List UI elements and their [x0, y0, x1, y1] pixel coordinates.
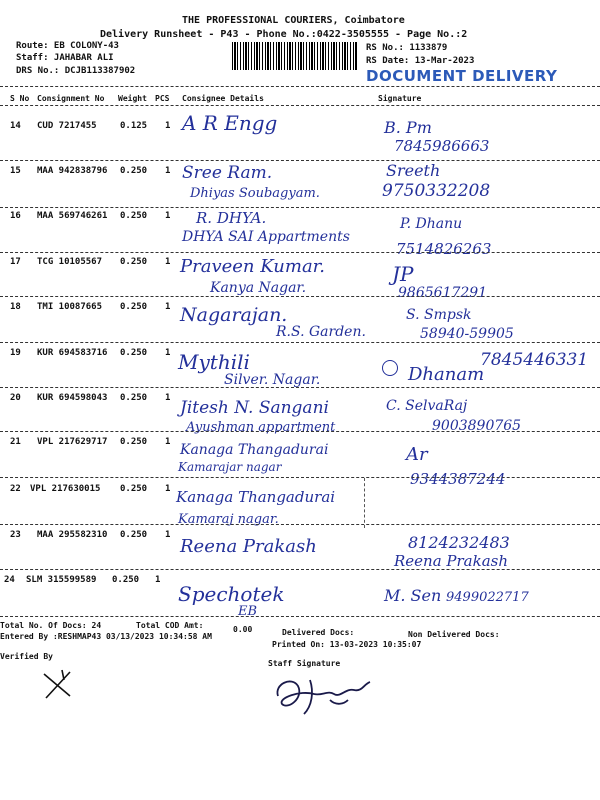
row-signature: S. Smpsk — [406, 307, 472, 323]
row-weight: 0.250 — [120, 348, 148, 358]
divider — [0, 431, 600, 432]
row-sno: 24 — [4, 575, 15, 585]
row-phone: 7514826263 — [396, 240, 492, 258]
row-consignee-name: Praveen Kumar. — [180, 256, 326, 277]
row-weight: 0.250 — [120, 257, 148, 267]
staff-label: Staff: JAHABAR ALI — [16, 53, 114, 63]
row-pcs: 1 — [165, 530, 171, 540]
row-signature: Dhanam — [408, 364, 485, 385]
row-consignment: KUR 694598043 — [37, 393, 108, 403]
row-consignee-address: DHYA SAI Appartments — [182, 229, 350, 245]
row-consignee-address: R.S. Garden. — [276, 324, 366, 340]
row-phone: 9344387244 — [410, 470, 506, 488]
company-name: THE PROFESSIONAL COURIERS, Coimbatore — [182, 15, 405, 26]
row-sno: 14 — [10, 121, 21, 131]
row-sno: 22 — [10, 484, 21, 494]
row-weight: 0.250 — [112, 575, 140, 585]
row-signature: P. Dhanu — [400, 216, 463, 232]
divider — [0, 160, 600, 161]
row-sno: 17 — [10, 257, 21, 267]
col-consignment: Consignment No — [37, 94, 105, 103]
row-signature: Ar — [406, 444, 428, 465]
verifier-signature-icon — [40, 668, 76, 700]
row-pcs: 1 — [165, 348, 171, 358]
staff-signature-label: Staff Signature — [268, 659, 341, 668]
row-pcs: 1 — [165, 437, 171, 447]
divider — [0, 524, 600, 525]
row-signature: M. Sen — [384, 586, 442, 605]
entered-by: Entered By :RESHMAP43 03/13/2023 10:34:58 AM — [0, 632, 212, 641]
route-label: Route: EB COLONY-43 — [16, 41, 119, 51]
row-consignee-name: Nagarajan. — [180, 304, 288, 326]
row-consignee-address: Ayushman appartment — [186, 420, 336, 435]
row-pcs: 1 — [165, 302, 171, 312]
row-consignee-name: R. DHYA. — [196, 209, 267, 227]
row-consignee-name: Mythili — [178, 350, 250, 374]
col-weight: Weight — [118, 94, 147, 103]
row-consignment: VPL 217629717 — [37, 437, 108, 447]
row-phone: 9865617291 — [398, 285, 488, 301]
rs-date: RS Date: 13-Mar-2023 — [366, 56, 475, 66]
row-consignment: MAA 569746261 — [37, 211, 108, 221]
non-delivered-docs: Non Delivered Docs: — [408, 630, 500, 639]
circle-mark-icon — [382, 360, 398, 376]
row-weight: 0.250 — [120, 393, 148, 403]
row-consignment: SLM 315599589 — [26, 575, 97, 585]
row-consignment: MAA 942838796 — [37, 166, 108, 176]
row-weight: 0.250 — [120, 302, 148, 312]
divider — [0, 569, 600, 570]
row-sno: 21 — [10, 437, 21, 447]
row-signature: B. Pm — [384, 118, 432, 137]
row-pcs: 1 — [165, 211, 171, 221]
divider — [0, 477, 600, 478]
row-pcs: 1 — [165, 393, 171, 403]
row-consignee-address: Kamaraj nagar. — [178, 512, 279, 527]
row-weight: 0.250 — [120, 211, 148, 221]
col-sno: S No — [10, 94, 30, 103]
divider — [0, 252, 600, 253]
row-signature: Reena Prakash — [394, 552, 509, 570]
drs-number: DRS No.: DCJB113387902 — [16, 66, 136, 76]
row-sno: 16 — [10, 211, 21, 221]
row-consignment: TMI 10087665 — [37, 302, 103, 312]
rs-number: RS No.: 1133879 — [366, 43, 448, 53]
row-weight: 0.250 — [120, 437, 148, 447]
row-consignment: KUR 694583716 — [37, 348, 108, 358]
divider — [0, 296, 600, 297]
row-consignee-name: Kanaga Thangadurai — [176, 488, 336, 506]
row-weight: 0.125 — [120, 121, 148, 131]
col-details: Consignee Details — [182, 94, 264, 103]
divider — [0, 387, 600, 388]
barcode — [232, 42, 358, 70]
divider — [0, 616, 600, 617]
divider — [0, 342, 600, 343]
verified-by: Verified By — [0, 652, 53, 661]
cell-divider — [364, 478, 366, 528]
total-cod-amount: 0.00 — [233, 625, 253, 634]
row-phone: 7845986663 — [394, 137, 490, 155]
delivered-docs: Delivered Docs: — [282, 628, 355, 637]
row-consignee-address: EB — [238, 604, 258, 619]
row-phone: 7845446331 — [480, 350, 589, 370]
row-phone: 58940-59905 — [420, 326, 514, 342]
row-consignee-name: Jitesh N. Sangani — [180, 398, 329, 418]
row-weight: 0.250 — [120, 530, 148, 540]
col-signature: Signature — [378, 94, 422, 103]
printed-on: Printed On: 13-03-2023 10:35:07 — [272, 640, 422, 649]
divider — [0, 105, 600, 106]
row-consignment: TCG 10105567 — [37, 257, 103, 267]
row-pcs: 1 — [165, 257, 171, 267]
row-phone: 9499022717 — [446, 590, 529, 605]
row-consignee-address: Silver. Nagar. — [224, 372, 321, 388]
row-pcs: 1 — [155, 575, 161, 585]
row-consignee-name: Reena Prakash — [180, 536, 317, 557]
row-phone: 8124232483 — [408, 533, 510, 552]
row-weight: 0.250 — [120, 484, 148, 494]
col-pcs: PCS — [155, 94, 170, 103]
row-weight: 0.250 — [120, 166, 148, 176]
document-delivery-stamp: DOCUMENT DELIVERY — [366, 67, 558, 85]
row-sno: 20 — [10, 393, 21, 403]
row-consignee-address: Kanya Nagar. — [210, 280, 307, 296]
row-sno: 15 — [10, 166, 21, 176]
row-signature: C. SelvaRaj — [386, 398, 468, 414]
row-pcs: 1 — [165, 121, 171, 131]
row-pcs: 1 — [165, 484, 171, 494]
row-consignee-address: Kamarajar nagar — [178, 460, 282, 474]
row-consignment: VPL 217630015 — [30, 484, 101, 494]
row-consignee-name: Kanaga Thangadurai — [180, 442, 329, 458]
divider — [0, 86, 600, 87]
row-pcs: 1 — [165, 166, 171, 176]
row-sno: 18 — [10, 302, 21, 312]
row-consignee-name: Sree Ram. — [182, 163, 273, 183]
row-signature: Sreeth — [386, 161, 441, 180]
row-consignment: MAA 295582310 — [37, 530, 108, 540]
total-docs: Total No. Of Docs: 24 — [0, 621, 102, 630]
row-phone: 9750332208 — [382, 181, 491, 201]
row-consignee-name: Spechotek — [178, 582, 285, 606]
row-phone: 9003890765 — [432, 418, 522, 434]
row-consignee-name: A R Engg — [182, 111, 278, 135]
total-cod-label: Total COD Amt: — [136, 621, 204, 630]
runsheet-title: Delivery Runsheet - P43 - Phone No.:0422-3505555 - Page No.:2 — [100, 29, 468, 40]
row-sno: 19 — [10, 348, 21, 358]
row-signature: JP — [392, 262, 414, 286]
divider — [0, 207, 600, 208]
staff-signature-icon — [270, 670, 380, 716]
row-consignment: CUD 7217455 — [37, 121, 97, 131]
row-consignee-address: Dhiyas Soubagyam. — [190, 186, 320, 201]
row-sno: 23 — [10, 530, 21, 540]
